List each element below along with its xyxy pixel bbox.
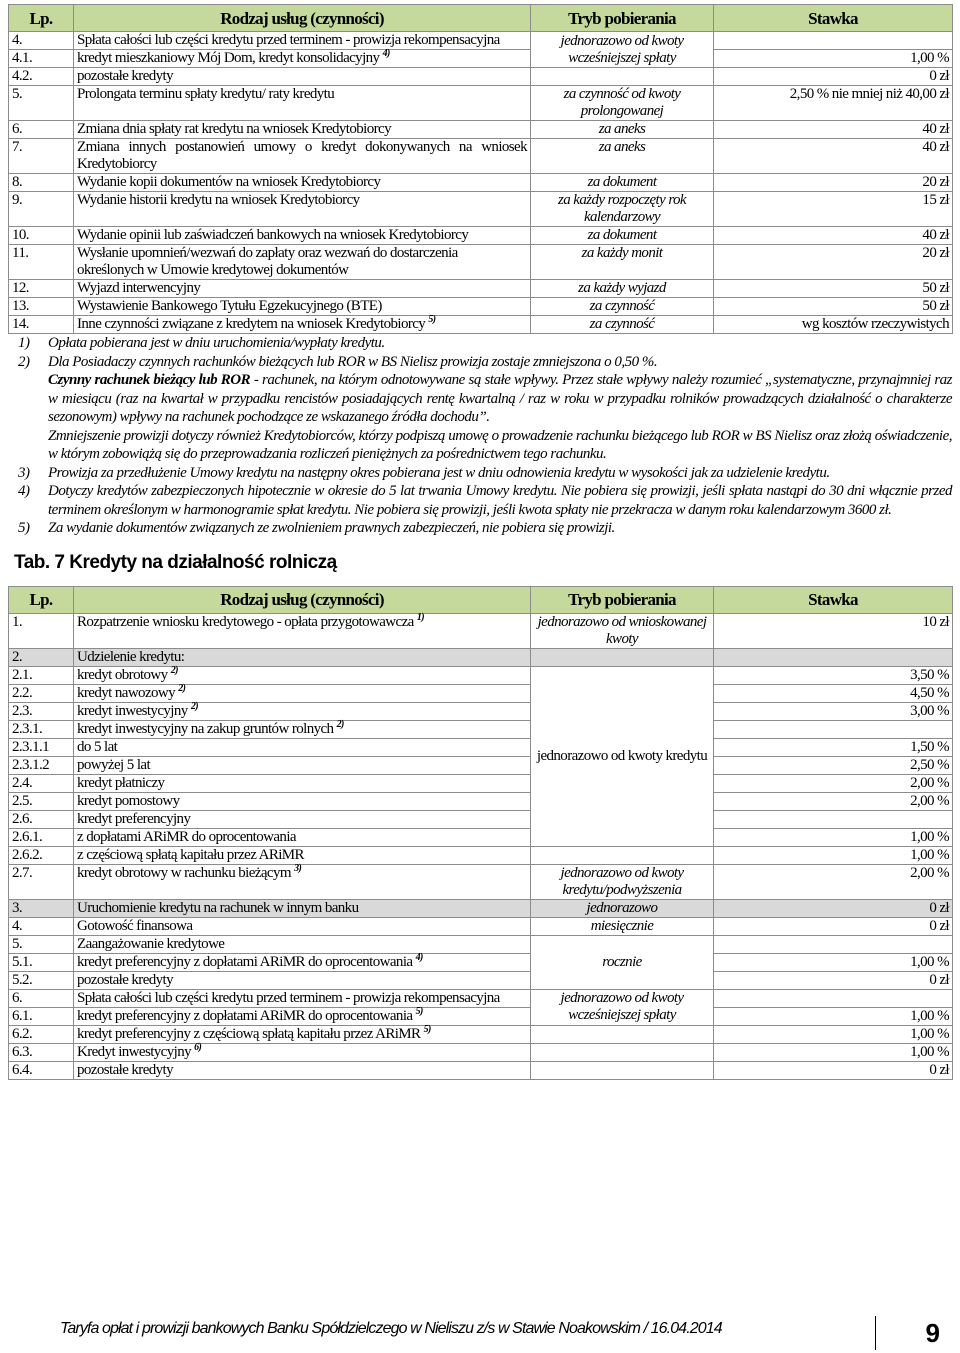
cell-rate: 40 zł [714, 227, 953, 245]
cell-rate: 1,50 % [714, 738, 953, 756]
cell-rate: 1,00 % [714, 953, 953, 971]
cell-rate: 50 zł [714, 280, 953, 298]
cell-mode: za każdy rozpoczęty rok kalendarzowy [531, 192, 714, 227]
header-lp: Lp. [9, 586, 74, 613]
cell-service: Wysłanie upomnień/wezwań do zapłaty oraz wezwań do dostarczenia określonych w Umowie kredytowej dokumentów [74, 245, 531, 280]
table-row [9, 86, 953, 121]
cell-lp: 1. [9, 613, 74, 648]
cell-service: pozostałe kredyty [74, 68, 531, 86]
cell-lp: 2.3.1. [9, 720, 74, 738]
cell-rate [714, 989, 953, 1007]
footnote-ref: 6) [194, 1041, 202, 1053]
table-row [9, 1043, 953, 1061]
footnote-text: Dotyczy kredytów zabezpieczonych hipotecznie w okresie do 5 lat trwania Umowy kredytu. Nie pobiera się prowizji, jeśli spłata nastąpi do 30 dni włącznie przed terminem określonym w harmonogramie spłat kredytu. Nie pobiera się prowizji, jeśli kwota spłaty nie przekracza w danym roku kalendarzowym 3600 zł. [48, 483, 952, 518]
footnote-ref: 5) [415, 1005, 423, 1017]
cell-rate: 3,00 % [714, 702, 953, 720]
cell-mode: jednorazowo [531, 899, 714, 917]
table-row [9, 953, 953, 971]
footnote [8, 482, 952, 519]
cell-lp: 4.2. [9, 68, 74, 86]
cell-service: Rozpatrzenie wniosku kredytowego - opłata przygotowawcza $^{1)}$ [74, 613, 531, 648]
cell-lp: 4. [9, 917, 74, 935]
table-row [9, 174, 953, 192]
table-row [9, 684, 953, 702]
cell-rate: 1,00 % [714, 846, 953, 864]
cell-rate: 1,00 % [714, 50, 953, 68]
cell-service: kredyt inwestycyjny $^{2)}$ [74, 702, 531, 720]
cell-mode: jednorazowo od wnioskowanej kwoty [531, 613, 714, 648]
cell-service: kredyt mieszkaniowy Mój Dom, kredyt konsolidacyjny $^{4)}$ [74, 50, 531, 68]
cell-rate: 0 zł [714, 917, 953, 935]
table-header-row [9, 5, 953, 32]
cell-service: kredyt preferencyjny z częściową spłatą kapitału przez ARiMR $^{5)}$ [74, 1025, 531, 1043]
cell-rate: 3,50 % [714, 666, 953, 684]
cell-lp: 2.6. [9, 810, 74, 828]
cell-mode [531, 846, 714, 864]
footnote-text: Opłata pobierana jest w dniu uruchomienia/wypłaty kredytu. [48, 335, 385, 351]
cell-rate: 2,00 % [714, 774, 953, 792]
cell-rate: 10 zł [714, 613, 953, 648]
cell-lp: 2.3.1.1 [9, 738, 74, 756]
table-row [9, 774, 953, 792]
cell-service: kredyt obrotowy $^{2)}$ [74, 666, 531, 684]
cell-lp: 3. [9, 899, 74, 917]
cell-service: Wyjazd interwencyjny [74, 280, 531, 298]
cell-service: Spłata całości lub części kredytu przed terminem - prowizja rekompensacyjna [74, 989, 531, 1007]
cell-mode: za każdy wyjazd [531, 280, 714, 298]
cell-service: do 5 lat [74, 738, 531, 756]
table-row [9, 917, 953, 935]
cell-lp: 6.4. [9, 1061, 74, 1079]
table-row [9, 139, 953, 174]
cell-service: Prolongata terminu spłaty kredytu/ raty kredytu [74, 86, 531, 121]
fee-table-agricultural [8, 586, 953, 1080]
footnote-number: 5) [18, 520, 30, 536]
cell-lp: 10. [9, 227, 74, 245]
cell-rate: 20 zł [714, 174, 953, 192]
cell-mode [531, 1061, 714, 1079]
header-rate: Stawka [714, 5, 953, 32]
header-service: Rodzaj usług (czynności) [74, 5, 531, 32]
cell-service: kredyt pomostowy [74, 792, 531, 810]
cell-rate: 40 zł [714, 139, 953, 174]
cell-lp: 6.2. [9, 1025, 74, 1043]
cell-lp: 6.1. [9, 1007, 74, 1025]
cell-service: Inne czynności związane z kredytem na wniosek Kredytobiorcy $^{5)}$ [74, 316, 531, 334]
footnote-number: 1) [18, 335, 30, 351]
footnote-ref: 4) [415, 951, 423, 963]
header-rate: Stawka [714, 586, 953, 613]
table-row [9, 828, 953, 846]
table-row [9, 121, 953, 139]
cell-lp: 5. [9, 86, 74, 121]
cell-mode [531, 1043, 714, 1061]
table-row [9, 1007, 953, 1025]
cell-mode: jednorazowo od kwoty kredytu [531, 666, 714, 846]
cell-mode: za aneks [531, 121, 714, 139]
table-row [9, 280, 953, 298]
table-row [9, 864, 953, 899]
cell-rate [714, 935, 953, 953]
table-row [9, 720, 953, 738]
footnote-number: 2) [18, 353, 30, 370]
table-row [9, 316, 953, 334]
footnote-definition: - rachunek, na którym odnotowywane są stałe wpływy. Przez stałe wpływy należy rozumieć „systematyczne, przynajmniej raz w miesiącu (raz na kwartał w przypadku rencistów posiadających rentę kwartalną / raz w roku w przypadku rolników prowadzących działalność o charakterze sezonowym) wpływy na rachunek pochodzące ze wskazanego źródła dochodu”. [48, 372, 952, 425]
cell-lp: 12. [9, 280, 74, 298]
cell-mode: za aneks [531, 139, 714, 174]
cell-mode: za dokument [531, 227, 714, 245]
cell-rate: 1,00 % [714, 1043, 953, 1061]
table-row [9, 756, 953, 774]
footnote-ref: 2) [190, 700, 198, 712]
cell-rate: 40 zł [714, 121, 953, 139]
cell-service: Kredyt inwestycyjny $^{6)}$ [74, 1043, 531, 1061]
table-row [9, 192, 953, 227]
cell-lp: 4. [9, 32, 74, 50]
table-row [9, 227, 953, 245]
cell-rate: 0 zł [714, 971, 953, 989]
cell-lp: 2.1. [9, 666, 74, 684]
footnote-ref: 2) [178, 682, 186, 694]
cell-rate: 1,00 % [714, 828, 953, 846]
cell-rate: 2,50 % [714, 756, 953, 774]
cell-lp: 2.5. [9, 792, 74, 810]
cell-service: Spłata całości lub części kredytu przed terminem - prowizja rekompensacyjna [74, 32, 531, 50]
footnotes [8, 334, 952, 538]
cell-service: kredyt preferencyjny z dopłatami ARiMR do oprocentowania $^{4)}$ [74, 953, 531, 971]
cell-mode: za dokument [531, 174, 714, 192]
cell-rate: 2,00 % [714, 792, 953, 810]
footnote-term: Czynny rachunek bieżący lub ROR [48, 372, 251, 388]
table-row [9, 298, 953, 316]
cell-lp: 6.3. [9, 1043, 74, 1061]
cell-mode: za czynność [531, 298, 714, 316]
cell-lp: 13. [9, 298, 74, 316]
cell-mode: jednorazowo od kwoty wcześniejszej spłaty [531, 32, 714, 68]
cell-lp: 7. [9, 139, 74, 174]
table-row [9, 899, 953, 917]
cell-rate: 50 zł [714, 298, 953, 316]
cell-lp: 2.6.1. [9, 828, 74, 846]
cell-rate: 2,50 % nie mniej niż 40,00 zł [714, 86, 953, 121]
cell-lp: 6. [9, 989, 74, 1007]
cell-service: Wydanie opinii lub zaświadczeń bankowych na wniosek Kredytobiorcy [74, 227, 531, 245]
cell-mode: miesięcznie [531, 917, 714, 935]
footnote-ref: 4) [382, 48, 390, 59]
footnote [8, 334, 952, 353]
footnote-number: 3) [18, 464, 30, 481]
cell-lp: 2.6.2. [9, 846, 74, 864]
footnote-text: Za wydanie dokumentów związanych ze zwolnieniem prawnych zabezpieczeń, nie pobiera się prowizji. [48, 520, 615, 536]
table-row [9, 666, 953, 684]
cell-service: kredyt obrotowy w rachunku bieżącym $^{3)}$ [74, 864, 531, 899]
table-row [9, 1025, 953, 1043]
cell-service: Zaangażowanie kredytowe [74, 935, 531, 953]
cell-lp: 14. [9, 316, 74, 334]
cell-service: Gotowość finansowa [74, 917, 531, 935]
table-row [9, 989, 953, 1007]
cell-rate: 1,00 % [714, 1007, 953, 1025]
cell-rate: 20 zł [714, 245, 953, 280]
cell-lp: 2.3. [9, 702, 74, 720]
cell-rate [714, 810, 953, 828]
fee-table-credit [8, 4, 953, 334]
header-mode: Tryb pobierania [531, 5, 714, 32]
cell-lp: 2.2. [9, 684, 74, 702]
cell-service: Wydanie kopii dokumentów na wniosek Kredytobiorcy [74, 174, 531, 192]
document-page [8, 4, 952, 1080]
footnote-ref: 5) [428, 314, 436, 325]
cell-mode: jednorazowo od kwoty wcześniejszej spłaty [531, 989, 714, 1025]
cell-lp: 2. [9, 648, 74, 666]
cell-mode [531, 648, 714, 666]
cell-lp: 11. [9, 245, 74, 280]
footnote [8, 464, 952, 483]
cell-rate: 1,00 % [714, 1025, 953, 1043]
cell-mode [531, 1025, 714, 1043]
footnote-ref: 2) [336, 718, 344, 730]
footnote-text: Prowizja za przedłużenie Umowy kredytu na następny okres pobierana jest w dniu odnowienia kredytu w wysokości jak za udzielenie kredytu. [48, 464, 830, 481]
page-footer [0, 1316, 960, 1350]
footnote-extra: Zmniejszenie prowizji dotyczy również Kredytobiorców, którzy podpiszą umowę o prowadzenie rachunku bieżącego lub ROR w BS Nielisz oraz złożą oświadczenie, w którym zobowiążą się do przeprowadzania rozliczeń pieniężnych za pośrednictwem tego rachunku. [48, 427, 952, 462]
cell-rate: 0 zł [714, 1061, 953, 1079]
cell-service: kredyt inwestycyjny na zakup gruntów rolnych $^{2)}$ [74, 720, 531, 738]
cell-service: kredyt preferencyjny [74, 810, 531, 828]
table-row [9, 32, 953, 50]
cell-rate [714, 648, 953, 666]
table-row [9, 971, 953, 989]
cell-rate: 0 zł [714, 899, 953, 917]
cell-lp: 4.1. [9, 50, 74, 68]
cell-service: z dopłatami ARiMR do oprocentowania [74, 828, 531, 846]
table-row [9, 1061, 953, 1079]
table-row [9, 810, 953, 828]
cell-service: Wydanie historii kredytu na wniosek Kredytobiorcy [74, 192, 531, 227]
table-row [9, 50, 953, 68]
cell-mode: jednorazowo od kwoty kredytu/podwyższenia [531, 864, 714, 899]
header-mode: Tryb pobierania [531, 586, 714, 613]
cell-mode: rocznie [531, 935, 714, 989]
table-row [9, 935, 953, 953]
cell-service: Udzielenie kredytu: [74, 648, 531, 666]
cell-service: kredyt preferencyjny z dopłatami ARiMR do oprocentowania $^{5)}$ [74, 1007, 531, 1025]
cell-rate: 15 zł [714, 192, 953, 227]
cell-service: kredyt nawozowy $^{2)}$ [74, 684, 531, 702]
table-row [9, 68, 953, 86]
footnote [8, 353, 952, 464]
table-row [9, 846, 953, 864]
cell-lp: 2.3.1.2 [9, 756, 74, 774]
cell-mode: za czynność od kwoty prolongowanej [531, 86, 714, 121]
header-lp: Lp. [9, 5, 74, 32]
footnote-ref: 1) [416, 611, 424, 623]
cell-lp: 2.4. [9, 774, 74, 792]
cell-service: Wystawienie Bankowego Tytułu Egzekucyjnego (BTE) [74, 298, 531, 316]
cell-mode: za czynność [531, 316, 714, 334]
footnote-ref: 3) [294, 862, 302, 874]
table-row [9, 245, 953, 280]
cell-service: Uruchomienie kredytu na rachunek w innym banku [74, 899, 531, 917]
cell-service: powyżej 5 lat [74, 756, 531, 774]
cell-rate [714, 32, 953, 50]
cell-lp: 2.7. [9, 864, 74, 899]
cell-lp: 6. [9, 121, 74, 139]
cell-service: pozostałe kredyty [74, 971, 531, 989]
footnote-number: 4) [18, 483, 30, 499]
table-header-row [9, 586, 953, 613]
section-title: Tab. 7 Kredyty na działalność rolniczą [14, 551, 337, 573]
cell-service: pozostałe kredyty [74, 1061, 531, 1079]
footnote [8, 519, 952, 538]
footer-text: Taryfa opłat i prowizji bankowych Banku Spółdzielczego w Nieliszu z/s w Stawie Noakowskim / 16.04.2014 [60, 1320, 722, 1337]
cell-lp: 9. [9, 192, 74, 227]
cell-rate [714, 720, 953, 738]
cell-rate: wg kosztów rzeczywistych [714, 316, 953, 334]
cell-lp: 5. [9, 935, 74, 953]
cell-lp: 5.2. [9, 971, 74, 989]
cell-rate: 2,00 % [714, 864, 953, 899]
table-row [9, 792, 953, 810]
cell-lp: 5.1. [9, 953, 74, 971]
footnote-text: Dla Posiadaczy czynnych rachunków bieżących lub ROR w BS Nielisz prowizja zostaje zmniejszona o 0,50 %. Czynny rachunek bieżący lub ROR - rachunek, na którym odnotowywane są stałe wpływy. Przez stałe wpływy należy rozumieć „systematyczne, przynajmniej raz w miesiącu (raz na kwartał w przypadku rencistów posiadających rentę kwartalną / raz w roku w przypadku rolników prowadzących działalność o charakterze sezonowym) wpływy na rachunek pochodzące ze wskazanego źródła dochodu”. Zmniejszenie prowizji dotyczy również Kredytobiorców, którzy podpiszą umowę o prowadzenie rachunku bieżącego lub ROR w BS Nielisz oraz złożą oświadczenie, w którym zobowiążą się do przeprowadzania rozliczeń pieniężnych za pośrednictwem tego rachunku. [48, 353, 952, 462]
cell-mode: za każdy monit [531, 245, 714, 280]
cell-service: Zmiana innych postanowień umowy o kredyt dokonywanych na wniosek Kredytobiorcy [74, 139, 531, 174]
table-row [9, 738, 953, 756]
cell-mode [531, 68, 714, 86]
cell-service: z częściową spłatą kapitału przez ARiMR [74, 846, 531, 864]
page-number: 9 [875, 1316, 940, 1350]
cell-rate: 4,50 % [714, 684, 953, 702]
table-row [9, 648, 953, 666]
table-row [9, 702, 953, 720]
cell-service: kredyt płatniczy [74, 774, 531, 792]
cell-rate: 0 zł [714, 68, 953, 86]
cell-lp: 8. [9, 174, 74, 192]
table-row [9, 613, 953, 648]
cell-service: Zmiana dnia spłaty rat kredytu na wniosek Kredytobiorcy [74, 121, 531, 139]
header-service: Rodzaj usług (czynności) [74, 586, 531, 613]
footnote-ref: 5) [423, 1023, 431, 1035]
footnote-ref: 2) [170, 664, 178, 676]
